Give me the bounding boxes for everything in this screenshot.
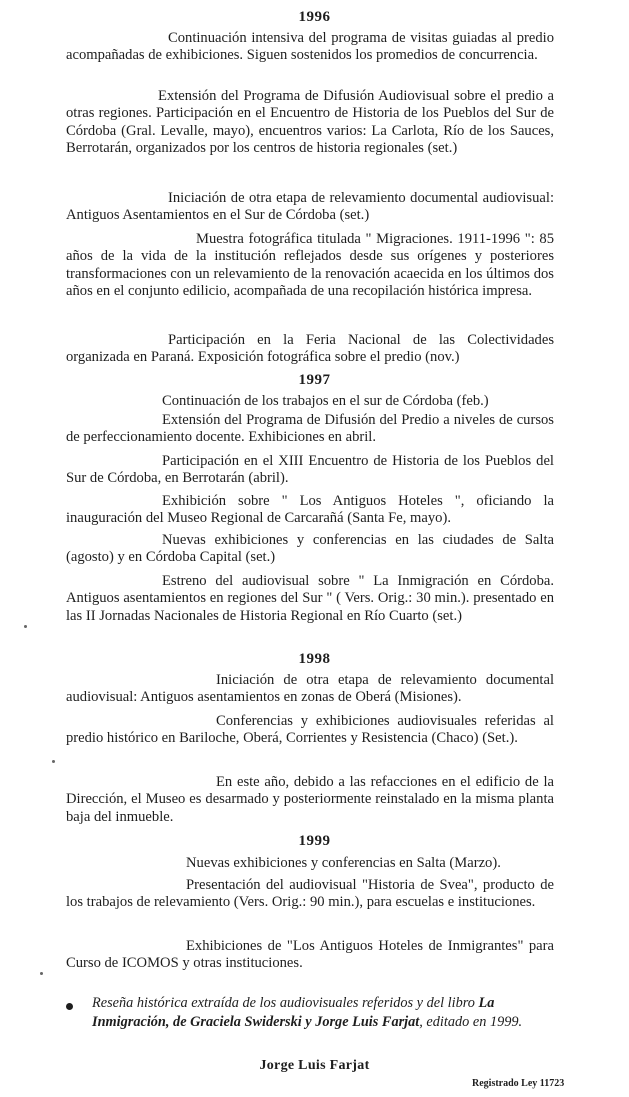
scan-speck xyxy=(24,625,27,628)
footnote xyxy=(92,994,552,1031)
entry-1997-premiere: Estreno del audiovisual sobre " La Inmigración en Córdoba. Antiguos asentamientos en regiones del Sur " ( Vers. Orig.: 30 min.). presentado en las II Jornadas Nacionales de Historia Regional en Río Cuarto (set.) xyxy=(66,573,554,624)
entry-1998-conferences: Conferencias y exhibiciones audiovisuales referidas al predio histórico en Bariloche, Oberá, Corrientes y Resistencia (Chaco) (Set.). xyxy=(66,713,554,747)
footnote-text-2: , editado en 1999. xyxy=(419,1013,523,1030)
year-heading-1998: 1998 xyxy=(298,651,331,667)
entry-1997-teachers: Extensión del Programa de Difusión del Predio a niveles de cursos de perfeccionamiento docente. Exhibiciones en abril. xyxy=(66,412,554,446)
entry-1999-svea: Presentación del audiovisual "Historia de Svea", producto de los trabajos de relevamiento (Vers. Orig.: 90 min.), para escuelas e instituciones. xyxy=(66,877,554,911)
entry-1996-photo-exhibit: Muestra fotográfica titulada " Migraciones. 1911-1996 ": 85 años de la vida de la institución reflejados desde sus orígenes y posteriores transformaciones con un relevamiento de la renovación acaecida en los últimos dos años en el conjunto edilicio, acompañada de una recopilación histórica impresa. xyxy=(66,231,554,299)
entry-1997-encuentro: Participación en el XIII Encuentro de Historia de los Pueblos del Sur de Córdoba, en Berrotarán (abril). xyxy=(66,453,554,487)
year-heading-1997: 1997 xyxy=(298,372,331,388)
author-signature: Jorge Luis Farjat xyxy=(259,1058,370,1073)
year-heading-1999: 1999 xyxy=(298,833,331,849)
year-heading-1996: 1996 xyxy=(298,9,331,25)
scan-speck xyxy=(40,972,43,975)
entry-1996-audiovisual: Extensión del Programa de Difusión Audiovisual sobre el predio a otras regiones. Participación en el Encuentro de Historia de los Pueblos del Sur de Córdoba (Gral. Levalle, mayo), encuentros varios: La Carlota, Río de los Sauces, Berrotarán, organizados por los centros de historia regionales (set.) xyxy=(66,88,554,156)
entry-1999-salta: Nuevas exhibiciones y conferencias en Salta (Marzo). xyxy=(186,855,501,871)
footnote-bullet xyxy=(66,1003,73,1010)
scan-speck xyxy=(52,760,55,763)
entry-1998-survey: Iniciación de otra etapa de relevamiento documental audiovisual: Antiguos asentamientos en zonas de Oberá (Misiones). xyxy=(66,672,554,706)
entry-1998-museum: En este año, debido a las refacciones en el edificio de la Dirección, el Museo es desarmado y posteriormente reinstalado en la misma planta baja del inmueble. xyxy=(66,774,554,825)
footnote-book-title: La Inmigración xyxy=(92,995,495,1030)
footnote-text-1: Reseña histórica extraída de los audiovisuales referidos y del libro xyxy=(92,995,479,1011)
footnote-authors: , de Graciela Swiderski y Jorge Luis Farjat xyxy=(165,1013,420,1030)
entry-1996-visits: Continuación intensiva del programa de visitas guiadas al predio acompañadas de exhibiciones. Siguen sostenidos los promedios de concurrencia. xyxy=(66,30,554,64)
entry-1997-hotels: Exhibición sobre " Los Antiguos Hoteles ", oficiando la inauguración del Museo Regional de Carcarañá (Santa Fe, mayo). xyxy=(66,493,554,527)
registration-note: Registrado Ley 11723 xyxy=(472,1078,565,1089)
entry-1996-survey: Iniciación de otra etapa de relevamiento documental audiovisual: Antiguos Asentamientos en el Sur de Córdoba (set.) xyxy=(66,190,554,224)
entry-1997-works: Continuación de los trabajos en el sur de Córdoba (feb.) xyxy=(162,393,489,409)
entry-1997-salta: Nuevas exhibiciones y conferencias en las ciudades de Salta (agosto) y en Córdoba Capital (set.) xyxy=(66,532,554,566)
entry-1999-icomos: Exhibiciones de "Los Antiguos Hoteles de Inmigrantes" para Curso de ICOMOS y otras instituciones. xyxy=(66,938,554,972)
entry-1996-fair: Participación en la Feria Nacional de las Colectividades organizada en Paraná. Exposición fotográfica sobre el predio (nov.) xyxy=(66,332,554,366)
